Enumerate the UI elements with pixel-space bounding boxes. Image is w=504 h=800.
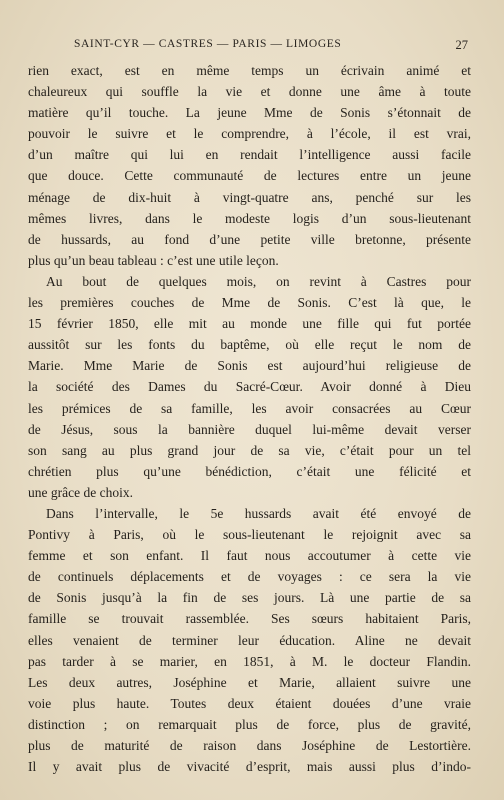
text-line: de continuels déplacements et de voyages : ce sera la vie [28, 569, 471, 585]
text-line: 15 février 1850, elle mit au monde une fille qui fut portée [28, 316, 471, 332]
text-line: aussitôt sur les fonts du baptême, où elle reçut le nom de [28, 337, 471, 353]
text-line: voie plus haute. Toutes deux étaient douées d’une vraie [28, 695, 471, 711]
text-line: plus de maturité de raison dans Joséphine de Lestortière. [28, 738, 471, 753]
text-line: Marie. Mme Marie de Sonis est aujourd’hui religieuse de [28, 358, 471, 374]
text-line: la société des Dames du Sacré-Cœur. Avoir donné à Dieu [28, 379, 471, 395]
paragraph-first-line: Dans l’intervalle, le 5e hussards avait été envoyé de [46, 505, 471, 521]
text-line: femme et son enfant. Il faut nous accoutumer à cette vie [28, 548, 471, 564]
text-line: pas tarder à se marier, en 1851, à M. le docteur Flandin. [28, 653, 471, 669]
text-line: de hussards, au fond d’une petite ville bretonne, présente [28, 231, 471, 247]
text-line: elles venaient de terminer leur éducation. Aline ne devait [28, 632, 471, 648]
text-line: pouvoir le suivre et le comprendre, à l’école, il est vrai, [28, 126, 471, 142]
text-line: matière qu’il touche. La jeune Mme de Sonis s’étonnait de [28, 105, 471, 121]
text-line: chrétien plus qu’une bénédiction, c’était une félicité et [28, 463, 471, 479]
text-line: Pontivy à Paris, où le sous-lieutenant le rejoignit avec sa [28, 527, 471, 543]
text-line: mêmes livres, dans le modeste logis d’un sous-lieutenant [28, 210, 471, 226]
text-line: rien exact, est en même temps un écrivain animé et [28, 63, 471, 78]
running-head: SAINT-CYR — CASTRES — PARIS — LIMOGES [74, 38, 342, 50]
text-line: Les deux autres, Joséphine et Marie, allaient suivre une [28, 674, 471, 690]
text-line: Il y avait plus de vivacité d’esprit, mais aussi plus d’indo- [28, 759, 471, 775]
text-line: les prémices de sa famille, les avoir consacrées au Cœur [28, 400, 471, 416]
text-line: famille se trouvait rassemblée. Ses sœurs habitaient Paris, [28, 611, 471, 627]
text-line: distinction ; on remarquait plus de force, plus de gravité, [28, 716, 471, 732]
page-header [28, 38, 468, 54]
body-text [28, 60, 471, 777]
paragraph-first-line: Au bout de quelques mois, on revint à Castres pour [46, 273, 471, 289]
paragraph-last-line: une grâce de choix. [28, 484, 133, 500]
text-line: de Jésus, sous la bannière duquel lui-même devait verser [28, 421, 471, 437]
text-line: d’un maître qui lui en rendait l’intelligence aussi facile [28, 147, 471, 163]
text-line: son sang au plus grand jour de sa vie, c’était pour un tel [28, 442, 471, 458]
paragraph-last-line: plus qu’un beau tableau : c’est une utile leçon. [28, 252, 279, 268]
page-number: 27 [455, 38, 468, 52]
text-line: ménage de dix-huit à vingt-quatre ans, penché sur les [28, 189, 471, 205]
text-line: les premières couches de Mme de Sonis. C’est là que, le [28, 295, 471, 311]
text-line: que douce. Cette communauté de lectures entre un jeune [28, 168, 471, 184]
text-line: chaleureux qui souffle la vie et donne une âme à toute [28, 84, 471, 100]
text-line: de Sonis jusqu’à la fin de ses jours. Là une partie de sa [28, 590, 471, 606]
